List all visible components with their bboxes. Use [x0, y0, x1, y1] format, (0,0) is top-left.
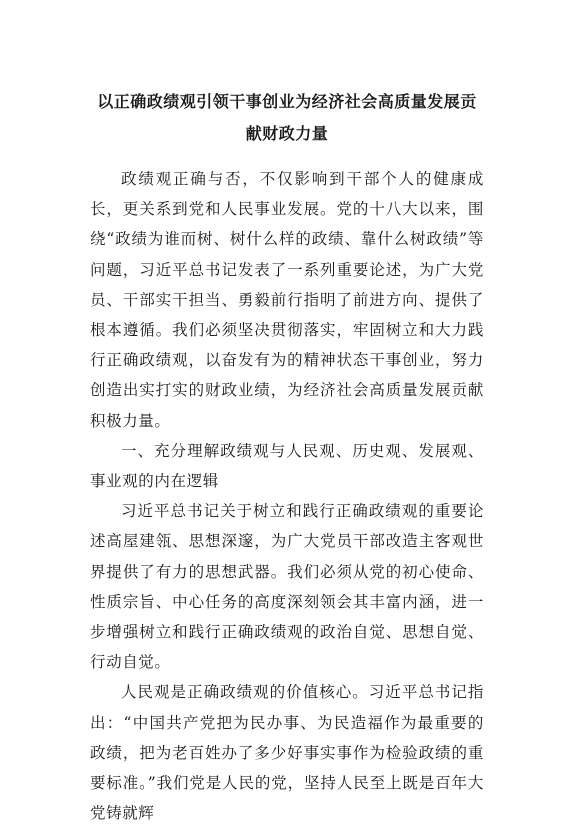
- document-body: [90, 164, 484, 828]
- paragraph-intro: 政绩观正确与否，不仅影响到干部个人的健康成长，更关系到党和人民事业发展。党的十八大以来，围绕“政绩为谁而树、树什么样的政绩、靠什么树政绩”等问题，习近平总书记发表了一系列重要论述，为广大党员、干部实干担当、勇毅前行指明了前进方向、提供了根本遵循。我们必须坚决贯彻落实，牢固树立和大力践行正确政绩观，以奋发有为的精神状态干事创业，努力创造出实打实的财政业绩，为经济社会高质量发展贡献积极力量。: [90, 170, 484, 430]
- paragraph-section-1: 习近平总书记关于树立和践行正确政绩观的重要论述高屋建瓴、思想深邃，为广大党员干部改造主客观世界提供了有力的思想武器。我们必须从党的初心使命、性质宗旨、中心任务的高度深刻领会其丰富内涵，进一步增强树立和践行正确政绩观的政治自觉、思想自觉、行动自觉。: [90, 502, 484, 672]
- document-title: 以正确政绩观引领干事创业为经济社会高质量发展贡献财政力量: [97, 92, 477, 143]
- paragraph-people-view: 人民观是正确政绩观的价值核心。习近平总书记指出：“中国共产党把为民办事、为民造福作为最重要的政绩，把为老百姓办了多少好事实事作为检验政绩的重要标准。”我们党是人民的党，坚持人民至上既是百年大党铸就辉: [90, 683, 484, 823]
- section-heading-1: 一、充分理解政绩观与人民观、历史观、发展观、事业观的内在逻辑: [90, 441, 484, 491]
